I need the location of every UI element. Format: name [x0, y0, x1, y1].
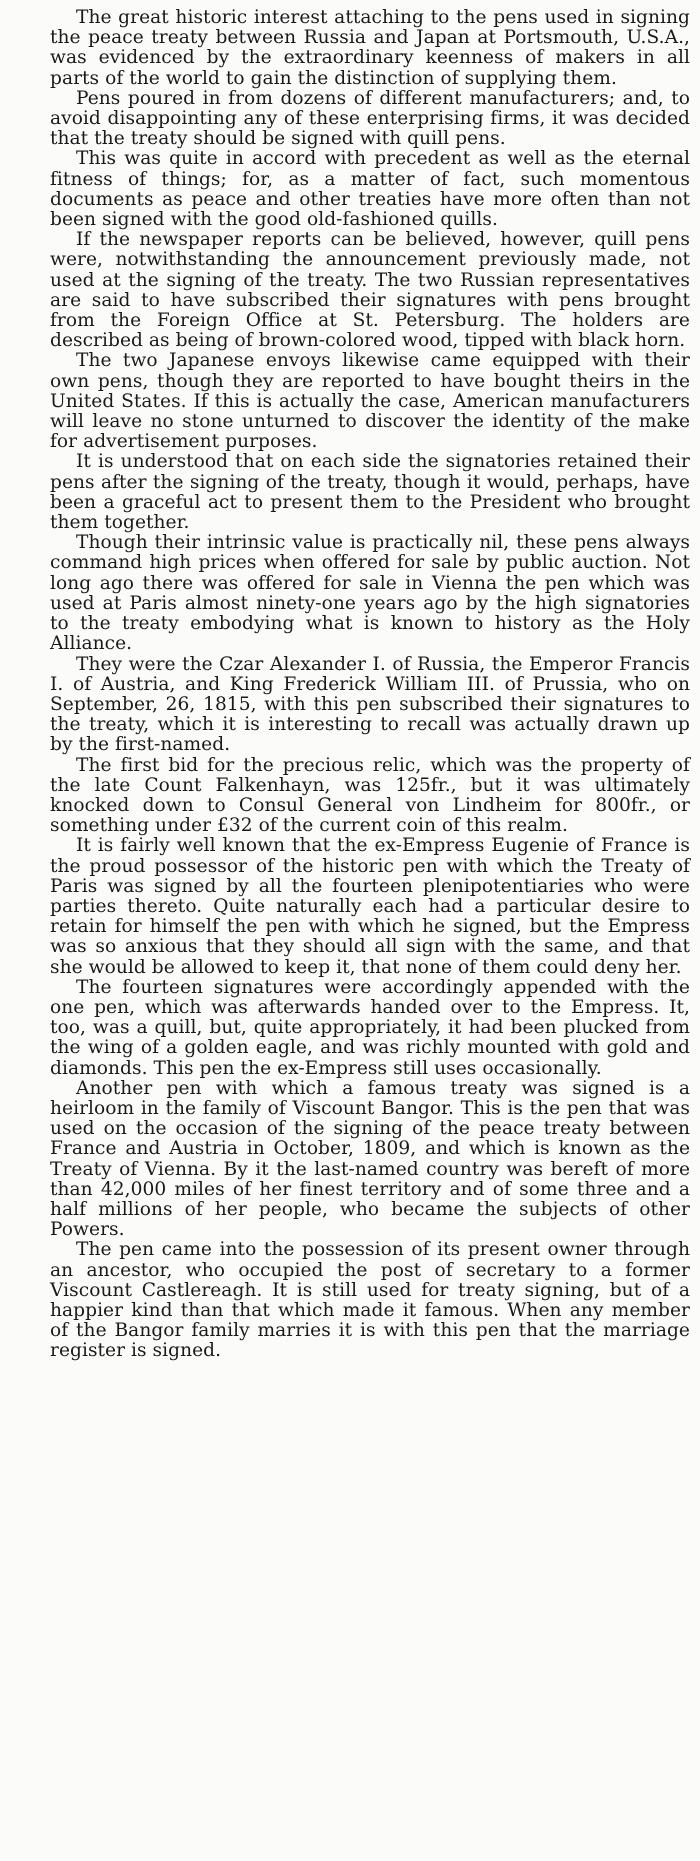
paragraph: Pens poured in from dozens of different manufacturers; and, to avoid disappointing any of these enterprising firms, it was decided that the treaty should be signed with quill pens. — [50, 87, 690, 150]
paragraph: It is understood that on each side the signatories retained their pens after the signing of the treaty, though it would, perhaps, have been a graceful act to present them to the President who brought them together. — [50, 451, 690, 534]
paragraph: The two Japanese envoys likewise came equipped with their own pens, though they are reported to have bought theirs in the United States. If this is actually the case, American manufacturers will leave no stone unturned to discover the identity of the make for advertisement purposes. — [50, 350, 690, 453]
paragraph: The fourteen signatures were accordingly appended with the one pen, which was afterwards handed over to the Empress. It, too, was a quill, but, quite appropriately, it had been plucked from the wing of a golden eagle, and was richly mounted with gold and diamonds. This pen the ex-Empress still uses occasionally. — [50, 976, 690, 1079]
paragraph: The first bid for the precious relic, which was the property of the late Count Falkenhayn, was 125fr., but it was ultimately knocked down to Consul General von Lindheim for 800fr., or something under £32 of the current coin of this realm. — [50, 754, 690, 837]
paragraph: They were the Czar Alexander I. of Russia, the Emperor Francis I. of Austria, and King Frederick William III. of Prussia, who on September, 26, 1815, with this pen subscribed their signatures to the treaty, which it is interesting to recall was actually drawn up by the first-named. — [50, 653, 690, 756]
paragraph: Another pen with which a famous treaty was signed is a heirloom in the family of Viscount Bangor. This is the pen that was used on the occasion of the signing of the peace treaty between France and Austria in October, 1809, and which is known as the Treaty of Vienna. By it the last-named country was bereft of more than 42,000 miles of her finest territory and of some three and a half millions of her people, who became the subjects of other Powers. — [50, 1077, 690, 1241]
paragraph: Though their intrinsic value is practically nil, these pens always command high prices when offered for sale by public auction. Not long ago there was offered for sale in Vienna the pen which was used at Paris almost ninety-one years ago by the high signatories to the treaty embodying what is known to history as the Holy Alliance. — [50, 532, 690, 655]
paragraph: The pen came into the possession of its present owner through an ancestor, who occupied the post of secretary to a former Viscount Castlereagh. It is still used for treaty signing, but of a happier kind than that which made it famous. When any member of the Bangor family marries it is with this pen that the marriage register is signed. — [50, 1239, 690, 1362]
article-column — [50, 8, 690, 1362]
paragraph: If the newspaper reports can be believed, however, quill pens were, notwithstanding the announcement previously made, not used at the signing of the treaty. The two Russian representatives are said to have subscribed their signatures with pens brought from the Foreign Office at St. Petersburg. The holders are described as being of brown-colored wood, tipped with black horn. — [50, 229, 690, 352]
paragraph: It is fairly well known that the ex-Empress Eugenie of France is the proud possessor of the historic pen with which the Treaty of Paris was signed by all the fourteen plenipotentiaries who were parties thereto. Quite naturally each had a particular desire to retain for himself the pen with which he signed, but the Empress was so anxious that they should all sign with the same, and that she would be allowed to keep it, that none of them could deny her. — [50, 835, 690, 978]
paragraph: This was quite in accord with precedent as well as the eternal fitness of things; for, as a matter of fact, such momentous documents as peace and other treaties have more often than not been signed with the good old-fashioned quills. — [50, 148, 690, 231]
paragraph: The great historic interest attaching to the pens used in signing the peace treaty between Russia and Japan at Portsmouth, U.S.A., was evidenced by the extraordinary keenness of makers in all parts of the world to gain the distinction of supplying them. — [50, 7, 690, 89]
